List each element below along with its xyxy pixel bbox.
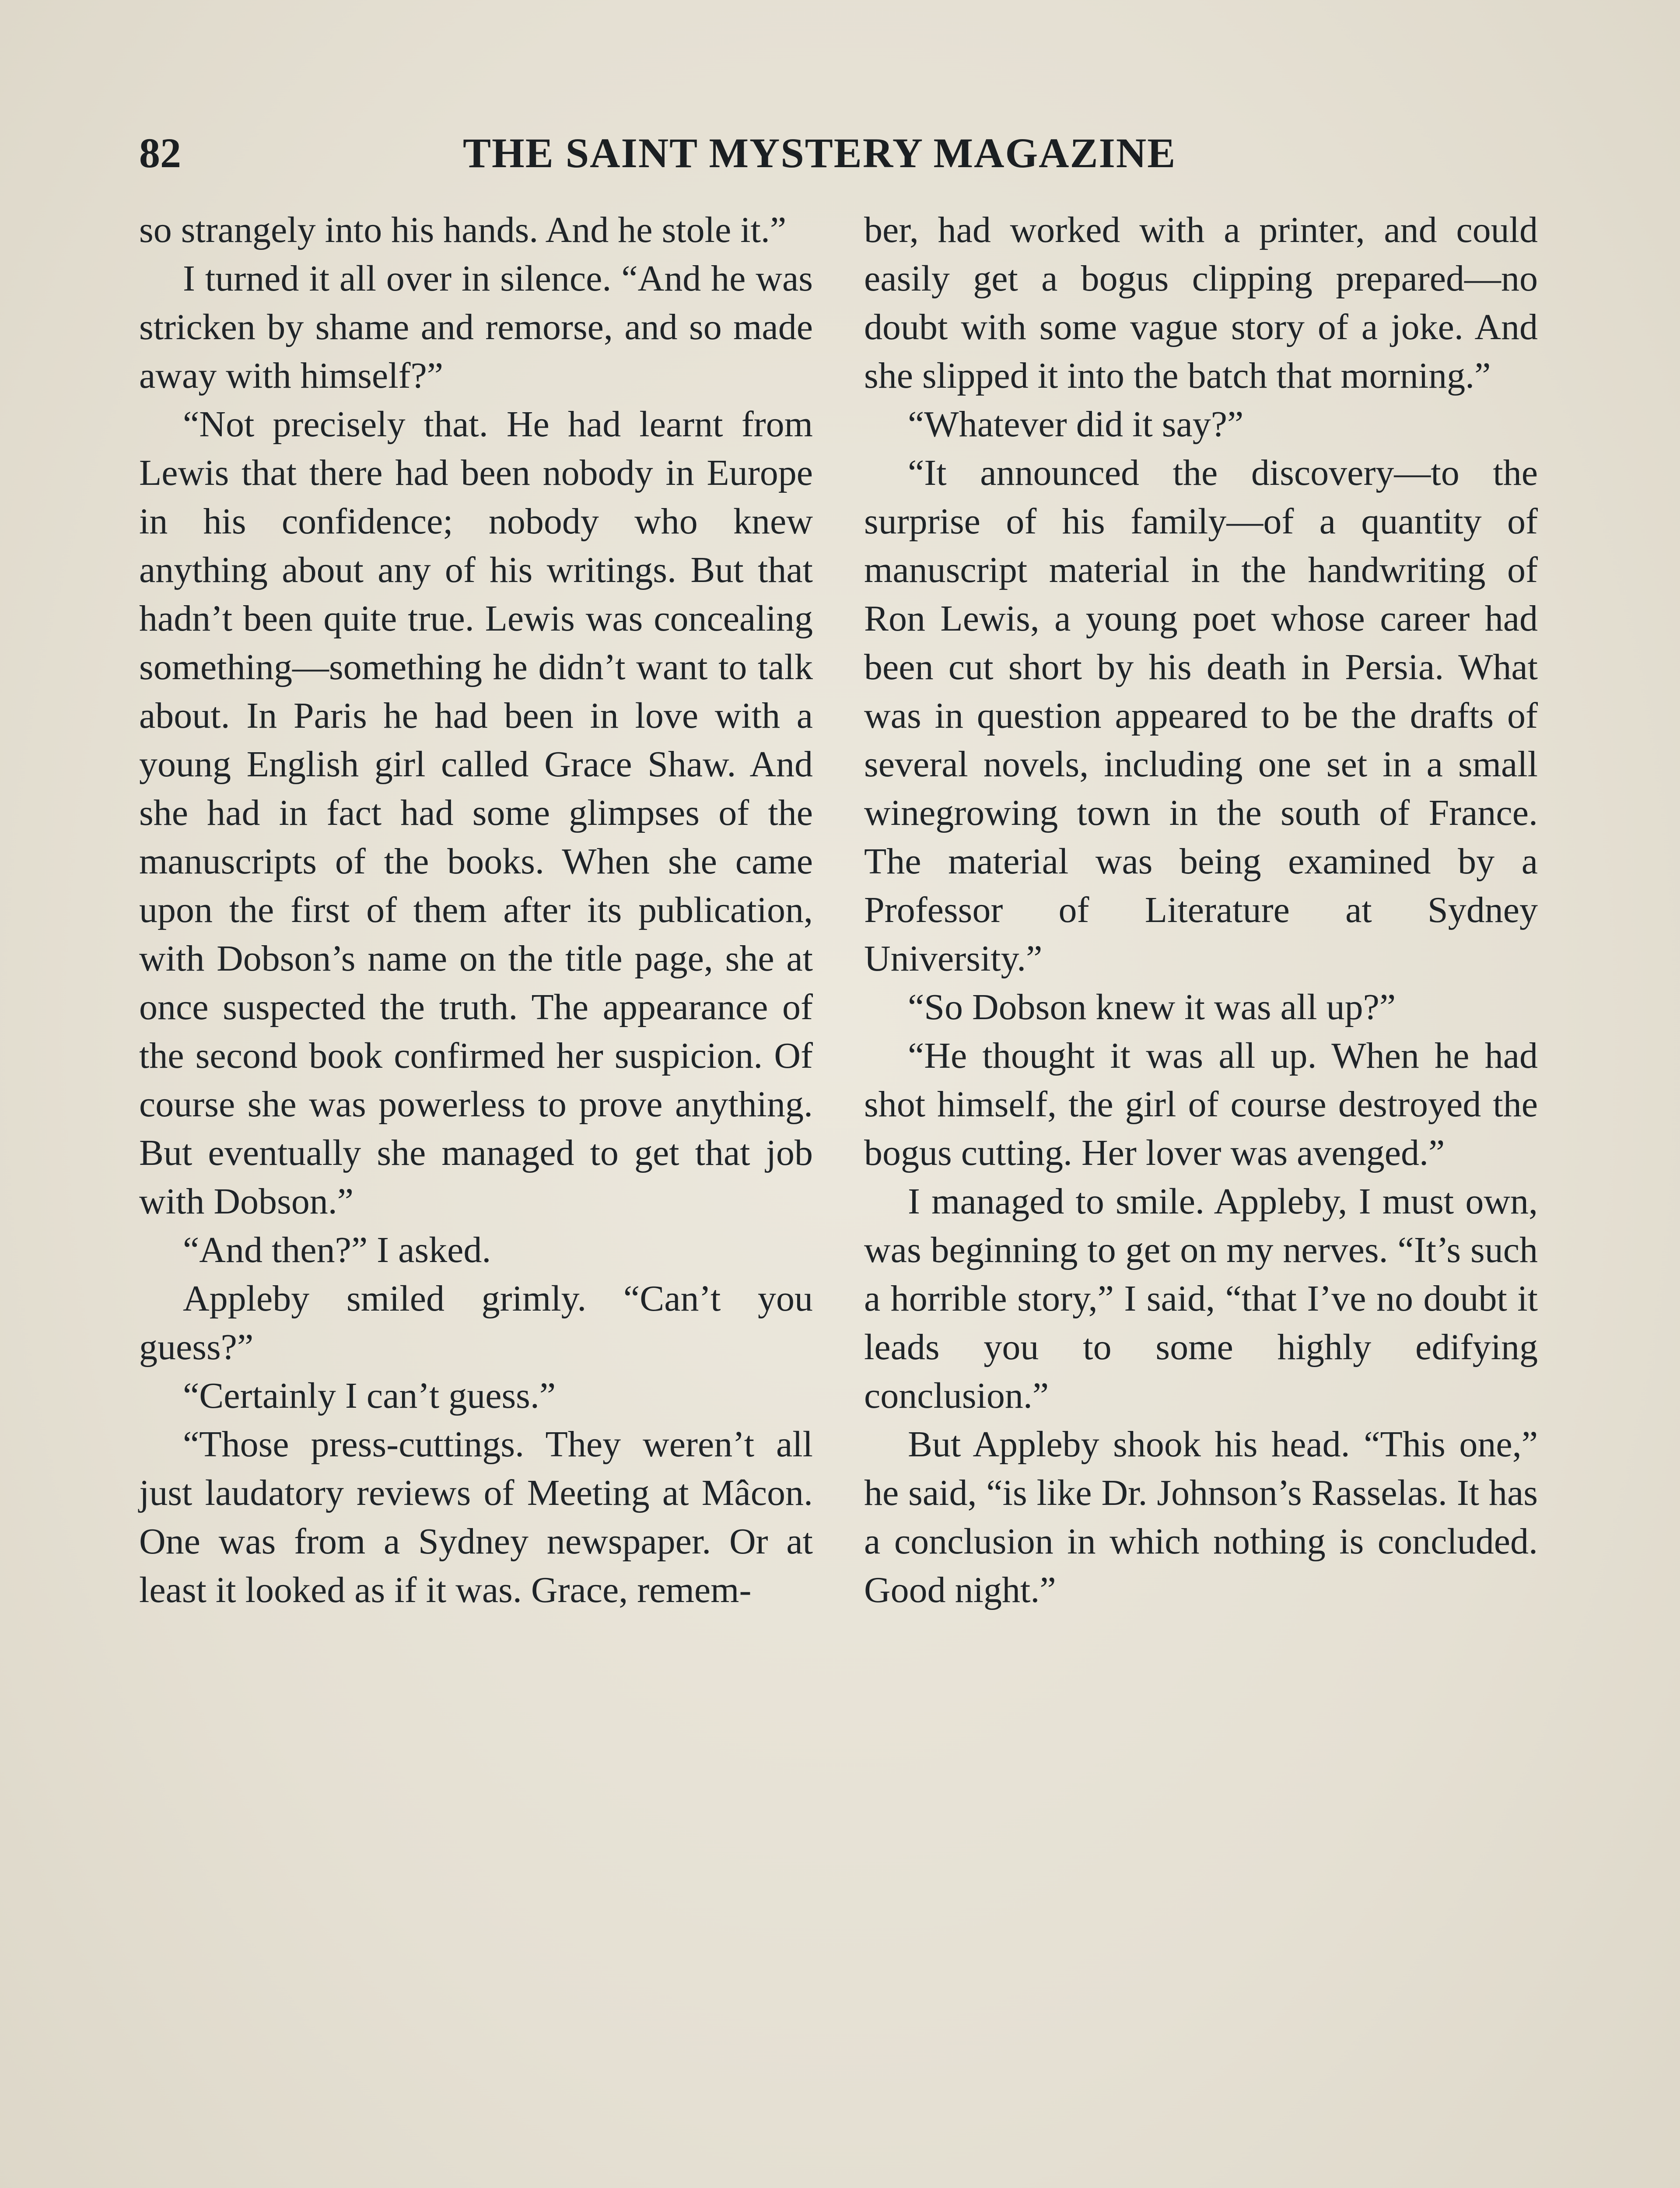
paragraph: “Whatever did it say?” bbox=[908, 404, 1244, 445]
paragraph: so strangely into his hands. And he stole it.” bbox=[139, 210, 787, 250]
page-number: 82 bbox=[139, 130, 181, 176]
paragraph: Appleby smiled grimly. “Can’t you guess?” bbox=[139, 1278, 813, 1368]
paragraph: “So Dobson knew it was all up?” bbox=[908, 987, 1396, 1027]
paragraph: “He thought it was all up. When he had shot himself, the girl of course destroyed the bogus cutting. Her lover was avenged.” bbox=[864, 1035, 1538, 1173]
paragraph: “Those press-cuttings. They weren’t all just laudatory reviews of Meeting at Mâcon. One was from a Sydney newspaper. Or at least it looked as if it was. Grace, remem- bbox=[139, 1424, 813, 1610]
right-column bbox=[864, 206, 1538, 1614]
paragraph: I managed to smile. Appleby, I must own, was beginning to get on my nerves. “It’s such a horrible story,” I said, “that I’ve no doubt it leads you to some highly edifying conclusion.” bbox=[864, 1181, 1538, 1416]
paragraph: “Certainly I can’t guess.” bbox=[183, 1375, 556, 1416]
left-column bbox=[139, 206, 813, 1614]
paragraph: I turned it all over in silence. “And he was stricken by shame and remorse, and so made away with himself?” bbox=[139, 258, 813, 396]
magazine-title: THE SAINT MYSTERY MAGAZINE bbox=[463, 130, 1176, 176]
paragraph: “Not precisely that. He had learnt from Lewis that there had been nobody in Europe in his confidence; nobody who knew anything about any of his writings. But that hadn’t been quite true. Lewis was concealing something—something he didn’t want to talk about. In Paris he had been in love with a young English girl called Grace Shaw. And she had in fact had some glimpses of the manuscripts of the books. When she came upon the first of them after its publication, with Dobson’s name on the title page, she at once suspected the truth. The appearance of the second book confirmed her suspicion. Of course she was powerless to prove anything. But eventually she managed to get that job with Dobson.” bbox=[139, 404, 813, 1222]
paragraph: But Appleby shook his head. “This one,” he said, “is like Dr. Johnson’s Rasselas. It has a conclusion in which nothing is concluded. Good night.” bbox=[864, 1424, 1538, 1610]
paragraph: “It announced the discovery—to the surprise of his family—of a quantity of manuscript material in the handwriting of Ron Lewis, a young poet whose career had been cut short by his death in Persia. What was in question appeared to be the drafts of several novels, including one set in a small winegrowing town in the south of France. The material was being examined by a Professor of Literature at Sydney University.” bbox=[864, 452, 1538, 979]
paragraph: “And then?” I asked. bbox=[183, 1230, 491, 1270]
page-header bbox=[139, 127, 1539, 179]
paragraph: ber, had worked with a printer, and could easily get a bogus clipping prepared—no doubt with some vague story of a joke. And she slipped it into the batch that morning.” bbox=[864, 210, 1538, 396]
